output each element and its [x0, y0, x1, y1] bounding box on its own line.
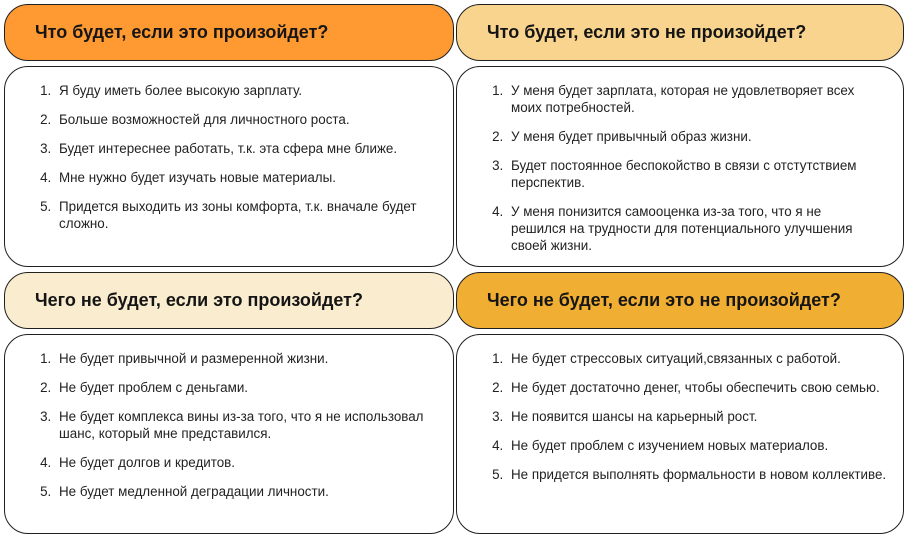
consequences-list [485, 350, 889, 483]
header-will-happen: Что будет, если это произойдет? [4, 4, 454, 61]
header-wont-be-if-happens: Чего не будет, если это произойдет? [4, 272, 454, 329]
list-item: 1. Не будет привычной и размеренной жизни. [55, 350, 429, 367]
list-item: 5. Не будет медленной деградации личности. [55, 483, 429, 500]
list-item: 4. Не будет проблем с изучением новых материалов. [507, 437, 889, 454]
list-item: 5. Не придется выполнять формальности в новом коллективе. [507, 466, 889, 483]
consequences-list [33, 82, 429, 232]
list-item: 3. Не появится шансы на карьерный рост. [507, 408, 889, 425]
list-item: 2. Не будет проблем с деньгами. [55, 379, 429, 396]
list-box-will-happen [4, 66, 454, 267]
list-box-will-not-happen [456, 66, 904, 267]
header-will-not-happen: Что будет, если это не произойдет? [456, 4, 904, 61]
list-box-wont-be-if-happens [4, 334, 454, 534]
header-wont-be-if-not-happens: Чего не будет, если это не произойдет? [456, 272, 904, 329]
list-item: 4. Не будет долгов и кредитов. [55, 454, 429, 471]
list-item: 3. Будет интереснее работать, т.к. эта сфера мне ближе. [55, 140, 429, 157]
list-item: 5. Придется выходить из зоны комфорта, т.к. вначале будет сложно. [55, 198, 429, 232]
list-box-wont-be-if-not-happens [456, 334, 904, 534]
list-item: 4. Мне нужно будет изучать новые материалы. [55, 169, 429, 186]
list-item: 2. У меня будет привычный образ жизни. [507, 128, 879, 145]
list-item: 1. Я буду иметь более высокую зарплату. [55, 82, 429, 99]
consequences-list [485, 82, 879, 254]
list-item: 2. Больше возможностей для личностного роста. [55, 111, 429, 128]
list-item: 1. У меня будет зарплата, которая не удовлетворяет всех моих потребностей. [507, 82, 879, 116]
list-item: 1. Не будет стрессовых ситуаций,связанных с работой. [507, 350, 889, 367]
list-item: 3. Не будет комплекса вины из-за того, что я не использовал шанс, который мне представился. [55, 408, 429, 442]
list-item: 3. Будет постоянное беспокойство в связи с отстутствием перспектив. [507, 157, 879, 191]
consequences-list [33, 350, 429, 500]
list-item: 2. Не будет достаточно денег, чтобы обеспечить свою семью. [507, 379, 889, 396]
list-item: 4. У меня понизится самооценка из-за того, что я не решился на трудности для потенциального улучшения своей жизни. [507, 203, 879, 254]
